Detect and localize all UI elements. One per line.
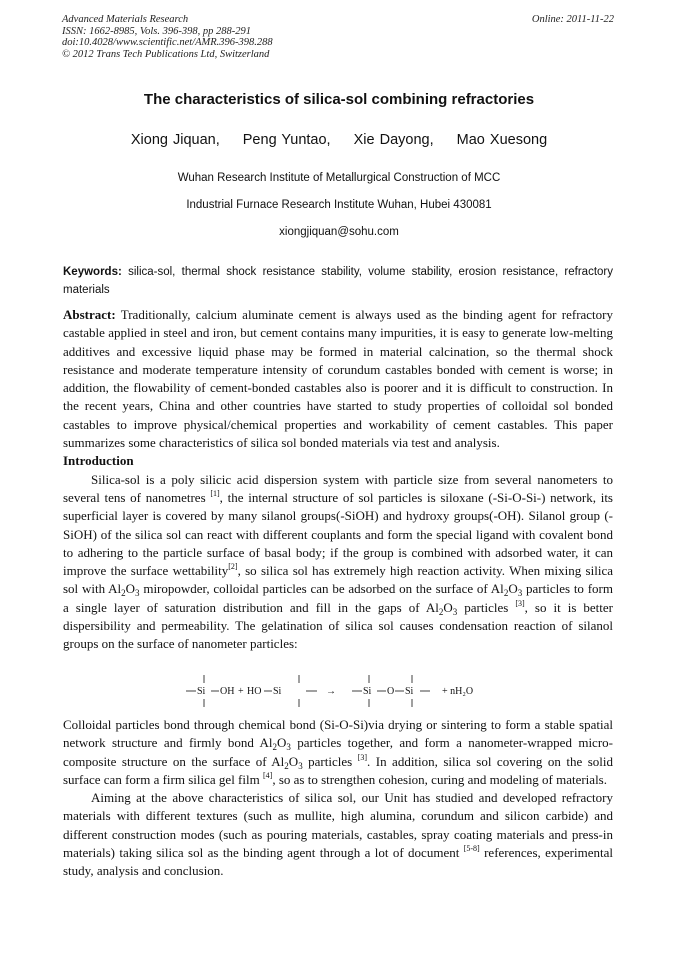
intro-paragraph-3: Aiming at the above characteristics of silica sol, our Unit has studied and developed refractory materials with different textures (such as mullite, high alumina, corundum and silicon carbide) and different construction modes (such as pouring materials, castables, spray coating materials and press-in materials) taking silica sol as the binding agent through a lot of document [5-8] references, experimental study, analysis and conclusion. [63,790,613,879]
abstract-text: Traditionally, calcium aluminate cement is always used as the binding agent for refractory castable applied in steel and iron, but cement contains many impurities, it is easy to generate low-melting additives and excessive liquid phase may be formed in material calcination, so the thermal shock resistance and moderate temperature intensity of corundum castables bonded with cement is worse; in addition, the flowability of cement-bonded castables also is poorer and it is difficult to construction. In the recent years, China and other countries have started to study properties of colloidal sol bonded castables to improve physical/chemical properties and workability of cement castables. This paper summarizes some characteristics of silica sol bonded materials via test and analysis. [63,307,613,451]
author: Xiong Jiquan, [130,132,220,148]
author-list [0,132,678,148]
journal-header [62,14,273,60]
intro-paragraph-1: Silica-sol is a poly silicic acid dispersion system with particle size from several nanometers to several tens of nanometres [1], the internal structure of sol particles is siloxane (-Si-O-Si-) network, its superficial layer is covered by many silanol groups(-SiOH) and hydroxy groups(-OH). Silanol group (-SiOH) of the silica sol can react with different couplants and form the special ligand with covalent bond to adhering to the particle surface of basal body; if the group is combined with adsorbed water, it can improve the surface wettability[2], so silica sol has extremely high reaction activity. When mixing silica sol with $Al_2O_3$ miropowder, colloidal particles can be adsorbed on the surface of $Al_2O_3$ particles to form a single layer of saturation distribution and fill in the gaps of $Al_2O_3$ particles [3], so it is better dispersibility and permeability. The gelatination of silica sol causes condensation reaction of silanol groups on the surface of nanometer particles: [63,471,613,652]
citation[interactable]: [3] [357,752,368,762]
eq-oh: OH [220,686,235,697]
keywords-section [63,263,613,299]
intro-paragraph-2: Colloidal particles bond through chemical bond (Si-O-Si)via drying or sintering to form a stable spatial network structure and firmly bond $Al_2O_3$ particles together, and form a nanometer-wrapped micro-composite structure on the surface of $Al_2O_3$ particles [3]. In addition, silica sol covering on the solid surface can form a firm silica gel film [4], so as to strengthen cohesion, curing and modeling of materials. [63,717,614,787]
introduction-heading: Introduction [63,453,134,469]
author: Xie Dayong, [353,132,434,148]
eq-water: + nH₂O [442,686,474,697]
affiliation-2: Industrial Furnace Research Institute Wuhan, Hubei 430081 [186,199,492,211]
citation[interactable]: [1] [210,488,220,498]
main-text-continued [63,716,613,881]
eq-plus: + [238,686,244,697]
eq-si: Si [363,686,372,697]
eq-arrow: → [326,686,336,697]
keywords-label: Keywords: [63,266,122,278]
eq-si: Si [405,686,414,697]
doi-line[interactable]: doi:10.4028/www.scientific.net/AMR.396-398.288 [62,37,273,48]
condensation-equation [180,672,510,710]
main-text [63,306,613,654]
abstract-label: Abstract: [63,307,116,322]
eq-si: Si [197,686,206,697]
author-email[interactable]: xiongjiquan@sohu.com [279,226,399,238]
eq-ho: HO [247,686,262,697]
eq-si: Si [273,686,282,697]
affiliation-1: Wuhan Research Institute of Metallurgical Construction of MCC [177,172,501,184]
citation[interactable]: [5-8] [463,844,480,854]
journal-name: Advanced Materials Research [62,14,189,25]
eq-o: O [387,686,395,697]
author: Mao Xuesong [456,132,548,148]
abstract-paragraph [63,306,613,452]
citation[interactable]: [3] [515,598,525,608]
online-date: Online: 2011-11-22 [531,14,614,25]
author: Peng Yuntao, [242,132,331,148]
copyright-line: © 2012 Trans Tech Publications Ltd, Switzerland [62,48,270,60]
citation[interactable]: [4] [262,770,273,780]
paper-title: The characteristics of silica-sol combining refractories [143,91,535,108]
keywords-text: silica-sol, thermal shock resistance stability, volume stability, erosion resistance, refractory materials [63,266,613,296]
citation[interactable]: [2] [228,562,238,572]
issn-line: ISSN: 1662-8985, Vols. 396-398, pp 288-291 [62,25,251,37]
